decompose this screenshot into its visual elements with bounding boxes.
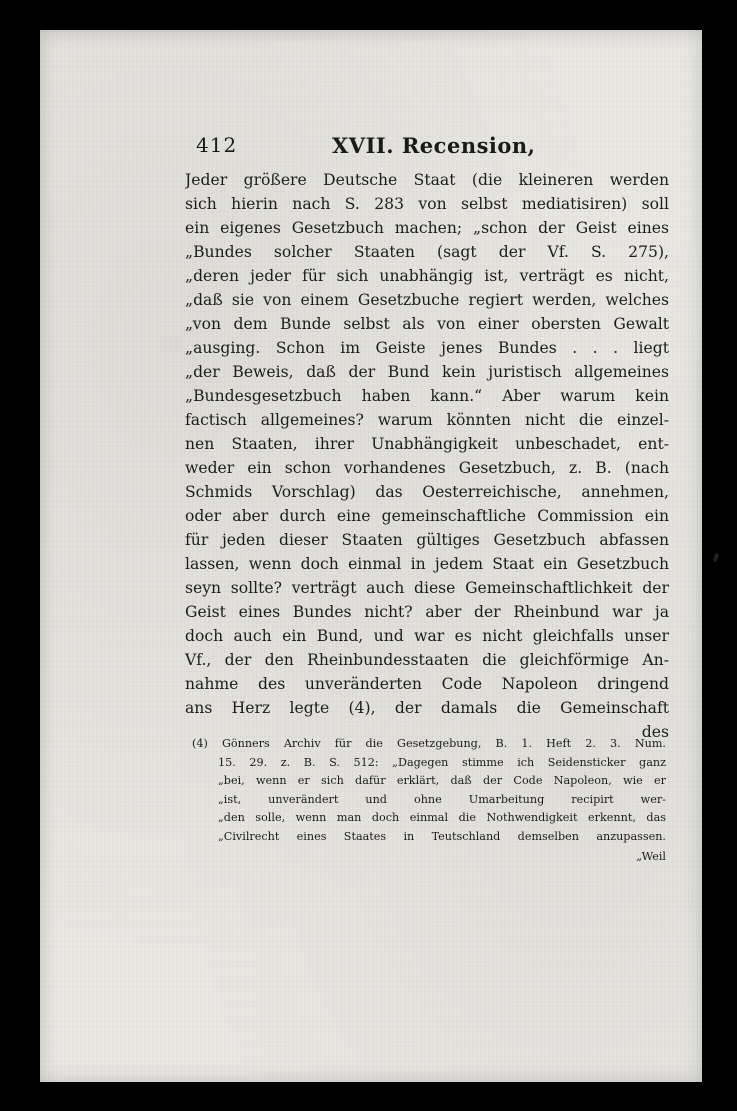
body-text bbox=[185, 168, 669, 744]
footnote-line: 15. 29. z. B. S. 512: „Dagegen stimme ich Seidensticker ganz bbox=[218, 755, 666, 769]
text-line: sich hierin nach S. 283 von selbst mediatisiren) soll bbox=[185, 195, 669, 213]
text-line: Vf., der den Rheinbundesstaaten die gleichförmige An- bbox=[185, 651, 669, 669]
text-line: Geist eines Bundes nicht? aber der Rheinbund war ja bbox=[185, 603, 669, 621]
footnote-line: „bei, wenn er sich dafür erklärt, daß der Code Napoleon, wie er bbox=[218, 774, 666, 787]
text-line: „Bundesgesetzbuch haben kann.“ Aber warum kein bbox=[185, 387, 669, 405]
text-line: Schmids Vorschlag) das Oesterreichische, annehmen, bbox=[185, 483, 669, 501]
footnote-line: „den solle, wenn man doch einmal die Nothwendigkeit erkennt, das bbox=[218, 811, 666, 824]
document-page bbox=[40, 30, 702, 1082]
text-line: „Bundes solcher Staaten (sagt der Vf. S. 275), bbox=[185, 243, 669, 261]
page-number: 412 bbox=[196, 133, 238, 157]
ink-mark bbox=[713, 553, 720, 563]
footnote-catchword: „Weil bbox=[636, 850, 666, 863]
text-line: doch auch ein Bund, und war es nicht gleichfalls unser bbox=[185, 627, 669, 645]
text-line: ein eigenes Gesetzbuch machen; „schon der Geist eines bbox=[185, 219, 669, 237]
text-line: „daß sie von einem Gesetzbuche regiert werden, welches bbox=[185, 291, 669, 309]
text-line: Jeder größere Deutsche Staat (die kleineren werden bbox=[185, 171, 669, 189]
text-line: ans Herz legte (4), der damals die Gemeinschaft bbox=[185, 699, 669, 717]
text-line: nen Staaten, ihrer Unabhängigkeit unbeschadet, ent- bbox=[185, 435, 669, 453]
text-line: lassen, wenn doch einmal in jedem Staat ein Gesetzbuch bbox=[185, 555, 669, 573]
running-head: XVII. Recension, bbox=[332, 133, 536, 158]
footnote-line: „Civilrecht eines Staates in Teutschland demselben anzupassen. bbox=[218, 829, 666, 843]
text-line: „der Beweis, daß der Bund kein juristisch allgemeines bbox=[185, 363, 669, 381]
footnotes bbox=[192, 735, 666, 867]
text-line: „deren jeder für sich unabhängig ist, verträgt es nicht, bbox=[185, 267, 669, 285]
text-line: seyn sollte? verträgt auch diese Gemeinschaftlichkeit der bbox=[185, 579, 669, 597]
text-line: factisch allgemeines? warum könnten nicht die einzel- bbox=[185, 411, 669, 429]
text-line: „ausging. Schon im Geiste jenes Bundes . . . liegt bbox=[185, 339, 669, 357]
catchword-line: des bbox=[641, 723, 669, 741]
footnote-line: (4) Gönners Archiv für die Gesetzgebung, B. 1. Heft 2. 3. Num. bbox=[192, 737, 666, 750]
footnote-line: „ist, unverändert und ohne Umarbeitung recipirt wer- bbox=[218, 792, 666, 806]
page-header bbox=[190, 133, 644, 167]
text-line: „von dem Bunde selbst als von einer obersten Gewalt bbox=[185, 315, 669, 333]
text-line: oder aber durch eine gemeinschaftliche Commission ein bbox=[185, 507, 669, 525]
text-line: für jeden dieser Staaten gültiges Gesetzbuch abfassen bbox=[185, 531, 669, 549]
text-line: weder ein schon vorhandenes Gesetzbuch, z. B. (nach bbox=[185, 459, 669, 477]
text-line: nahme des unveränderten Code Napoleon dringend bbox=[185, 675, 669, 693]
